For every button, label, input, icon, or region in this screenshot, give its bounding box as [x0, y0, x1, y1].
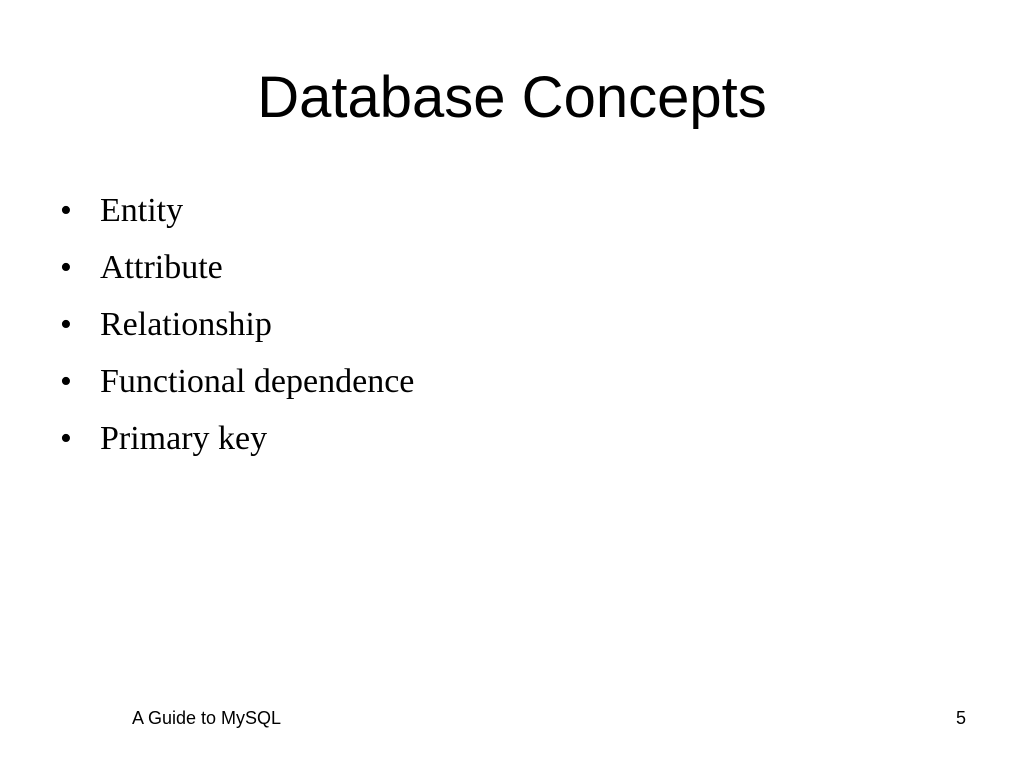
footer-title: A Guide to MySQL: [132, 708, 282, 728]
bullet-text-entity: Entity: [100, 192, 184, 229]
bullet-item: [60, 245, 960, 302]
bullet-text-attribute: Attribute: [100, 249, 223, 286]
bullet-item: [60, 416, 960, 473]
bullet-marker: •: [60, 306, 72, 343]
bullet-marker: •: [60, 249, 72, 286]
bullet-list: [60, 188, 960, 473]
bullet-marker: •: [60, 192, 72, 229]
bullet-text-functional-dependence: Functional dependence: [100, 363, 415, 400]
bullet-text-primary-key: Primary key: [100, 420, 268, 457]
bullet-item: [60, 359, 960, 416]
page-number: 5: [955, 708, 966, 728]
slide-title: Database Concepts: [257, 65, 767, 130]
bullet-marker: •: [60, 363, 72, 400]
bullet-marker: •: [60, 420, 72, 457]
bullet-item: [60, 188, 960, 245]
bullet-item: [60, 302, 960, 359]
bullet-text-relationship: Relationship: [100, 306, 272, 343]
